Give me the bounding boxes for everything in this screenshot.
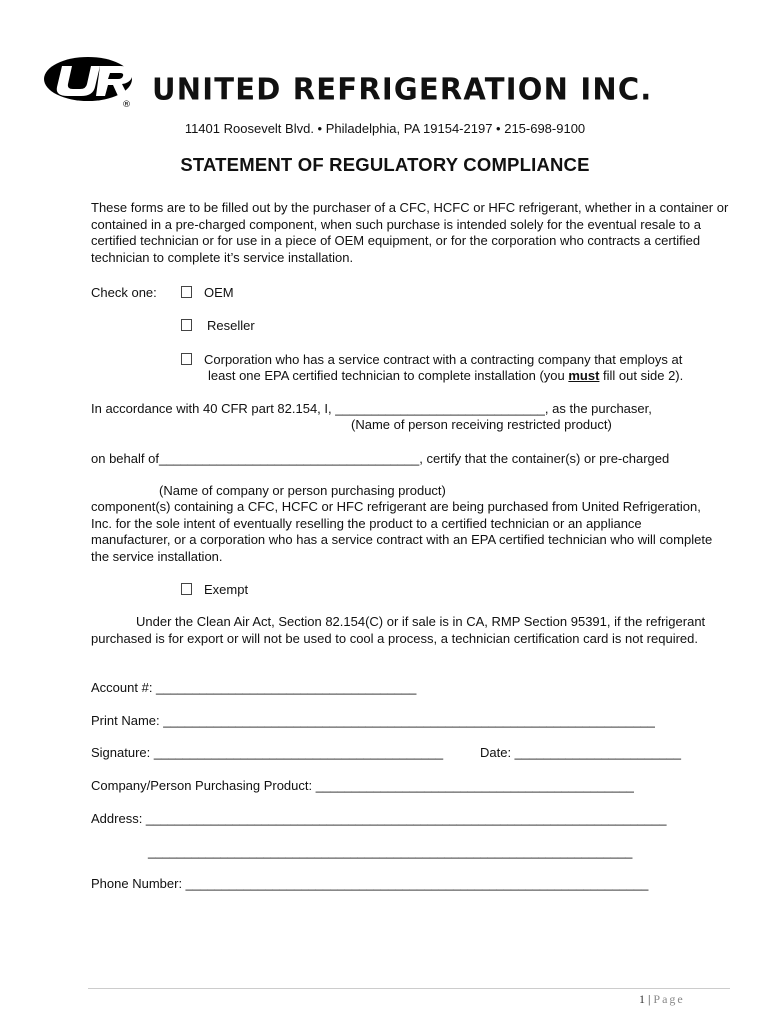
reseller-checkbox[interactable] — [181, 319, 192, 331]
option-corporation[interactable] — [181, 352, 682, 367]
svg-text:®: ® — [122, 100, 131, 110]
exempt-checkbox[interactable] — [181, 583, 192, 595]
corporation-checkbox[interactable] — [181, 353, 192, 365]
behalf-paragraph: component(s) containing a CFC, HCFC or HFC refrigerant are being purchased from United Refrigeration, Inc. for the sole intent of eventually reselling the product to a certified technician or an appliance manufacturer, or a corporation who has a service contract with an EPA certified technician who will complete the service installation. — [91, 499, 713, 564]
company-logo — [40, 52, 740, 112]
account-field[interactable]: Account #: ____________________________________ — [91, 680, 417, 695]
option-reseller[interactable] — [181, 318, 255, 333]
address-field-line2[interactable]: ___________________________________________________________________ — [148, 844, 633, 859]
intro-paragraph: These forms are to be filled out by the purchaser of a CFC, HCFC or HFC refrigerant, whether in a container or contained in a pre-charged component, when such purchase is intended solely for the eventual resale to a certified technician or for use in a piece of OEM equipment, or for the corporation who contracts a certified technician to complete it’s service installation. — [91, 200, 729, 265]
company-purchasing-field[interactable]: Company/Person Purchasing Product: ____________________________________________ — [91, 778, 634, 793]
corporation-label-line2: least one EPA certified technician to complete installation (you must fill out side 2). — [208, 368, 684, 383]
company-name: UNITED REFRIGERATION INC. — [152, 71, 653, 107]
document-title: STATEMENT OF REGULATORY COMPLIANCE — [180, 154, 590, 175]
company-address: 11401 Roosevelt Blvd. • Philadelphia, PA 19154-2197 • 215-698-9100 — [184, 121, 586, 136]
company-name-caption: (Name of company or person purchasing product) — [159, 483, 446, 498]
date-field[interactable]: Date: _______________________ — [480, 745, 681, 760]
page-footer: 1 | Page — [639, 992, 685, 1006]
footer-divider — [88, 988, 730, 989]
behalf-line: on behalf of____________________________________, certify that the container(s) or pre-charged — [91, 451, 670, 466]
ur-logo-mark — [40, 52, 150, 112]
corporation-label-line1: Corporation who has a service contract with a contracting company that employs at — [204, 352, 683, 367]
must-emphasis: must — [568, 368, 600, 383]
page-number: 1 — [639, 992, 645, 1006]
page-word: Page — [653, 992, 685, 1006]
reseller-label: Reseller — [207, 318, 255, 333]
signature-field[interactable]: Signature: ________________________________________ — [91, 745, 444, 760]
check-one-label: Check one: — [91, 285, 157, 300]
exempt-label: Exempt — [204, 582, 249, 597]
address-field[interactable]: Address: ________________________________________________________________________ — [91, 811, 667, 826]
print-name-field[interactable]: Print Name: ____________________________________________________________________ — [91, 713, 655, 728]
exempt-paragraph: Under the Clean Air Act, Section 82.154(C) or if sale is in CA, RMP Section 95391, if the refrigerant purchased is for export or will not be used to cool a process, a technician certification card is not required. — [91, 614, 706, 646]
oem-label: OEM — [204, 285, 234, 300]
accordance-line: In accordance with 40 CFR part 82.154, I, _____________________________, as the purchaser, — [91, 401, 652, 416]
purchaser-name-caption: (Name of person receiving restricted product) — [351, 417, 612, 432]
option-oem[interactable] — [181, 285, 234, 300]
option-exempt[interactable] — [181, 582, 248, 597]
phone-number-field[interactable]: Phone Number: ________________________________________________________________ — [91, 876, 649, 891]
oem-checkbox[interactable] — [181, 286, 192, 298]
